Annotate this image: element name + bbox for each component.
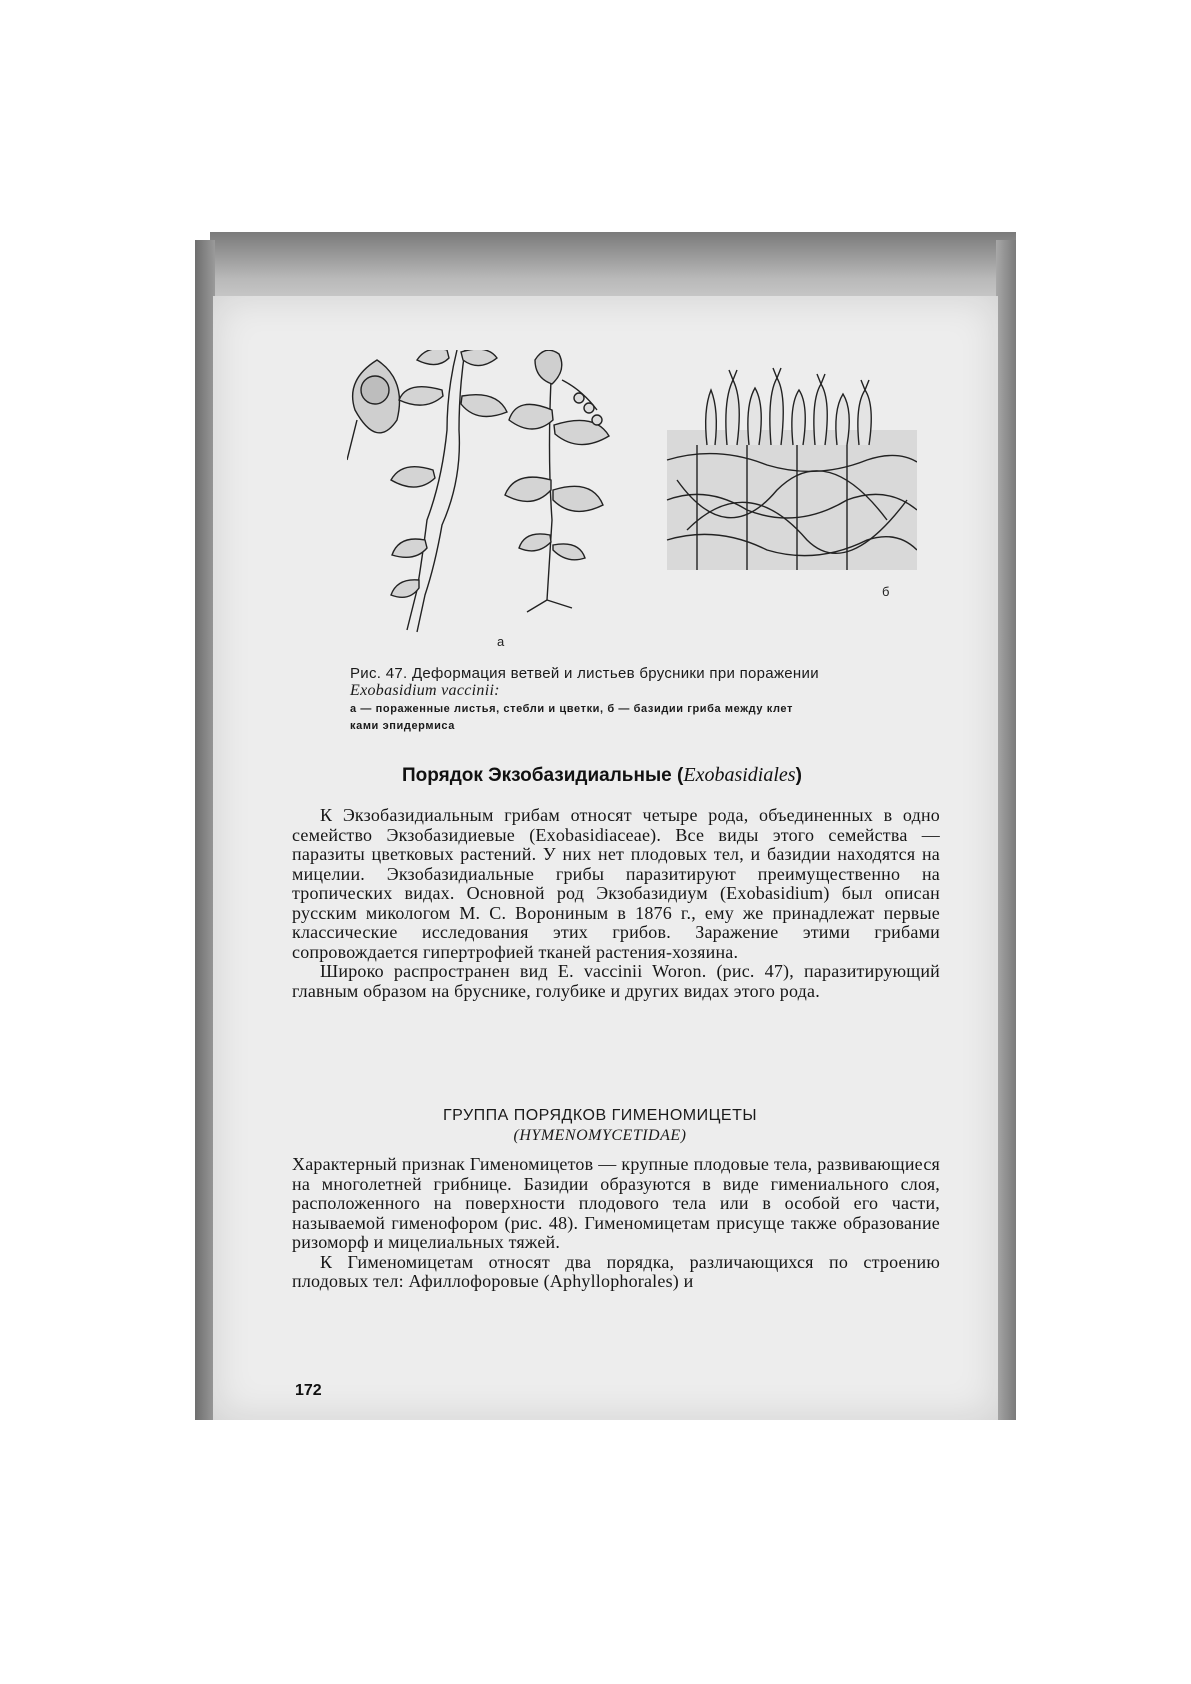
- heading-text: Порядок Экзобазидиальные (: [402, 765, 684, 786]
- caption-line-1: Рис. 47. Деформация ветвей и листьев брусники при поражении: [350, 665, 819, 682]
- scan-shadow-right: [996, 240, 1016, 1420]
- figure-label-a: а: [497, 634, 505, 649]
- caption-sub-1: а — пораженные листья, стебли и цветки, б — базидии гриба между клет: [350, 703, 793, 715]
- body-block-1: [292, 806, 940, 1001]
- caption-line-2: [350, 682, 920, 699]
- section-heading: [402, 764, 882, 787]
- caption-latin-name: Exobasidium vaccinii:: [350, 682, 500, 699]
- figure-label-b: б: [882, 584, 890, 599]
- paragraph-3: Характерный признак Гименомицетов — крупные плодовые тела, развивающиеся на многолетней грибнице. Базидии образуются в виде гимениального слоя, расположенного на поверхности плодового тела или в особой его части, называемой гименофором (рис. 48). Гименомицетам присуще также образование ризоморф и мицелиальных тяжей.: [292, 1154, 940, 1252]
- paragraph-4: К Гименомицетам относят два порядка, различающихся по строению плодовых тел: Афиллофоровые (Aphyllophorales) и: [292, 1251, 940, 1291]
- paragraph-1: К Экзобазидиальным грибам относят четыре рода, объединенных в одно семейство Экзобазидиевые (Exobasidiaceae). Все виды этого семейства — паразиты цветковых растений. У них нет плодовых тел, и базидии находятся на мицелии. Экзобазидиальные грибы паразитируют преимущественно на тропических видах. Основной род Экзобазидиум (Exobasidium) был описан русским микологом М. С. Ворониным в 1876 г., ему же принадлежат первые классические исследования этих грибов. Заражение этими грибами сопровождается гипертрофией тканей растения-хозяина.: [292, 805, 940, 962]
- page-number: 172: [295, 1382, 322, 1399]
- figure-illustration: [347, 350, 917, 650]
- figure-caption: [350, 665, 920, 733]
- group-title-line-2: (HYMENOMYCETIDAE): [513, 1127, 687, 1144]
- paragraph-2: Широко распространен вид E. vaccinii Woron. (рис. 47), паразитирующий главным образом на бруснике, голубике и других видах этого рода.: [292, 961, 940, 1001]
- heading-close: ): [795, 765, 802, 786]
- scan-shadow-left: [195, 240, 215, 1420]
- body-block-2: [292, 1155, 940, 1292]
- group-title-line-1: ГРУППА ПОРЯДКОВ ГИМЕНОМИЦЕТЫ: [442, 1107, 758, 1124]
- group-title: [350, 1106, 850, 1146]
- caption-sub-2: ками эпидермиса: [350, 720, 456, 732]
- heading-latin: Exobasidiales: [683, 764, 796, 786]
- figure-47: [347, 350, 917, 650]
